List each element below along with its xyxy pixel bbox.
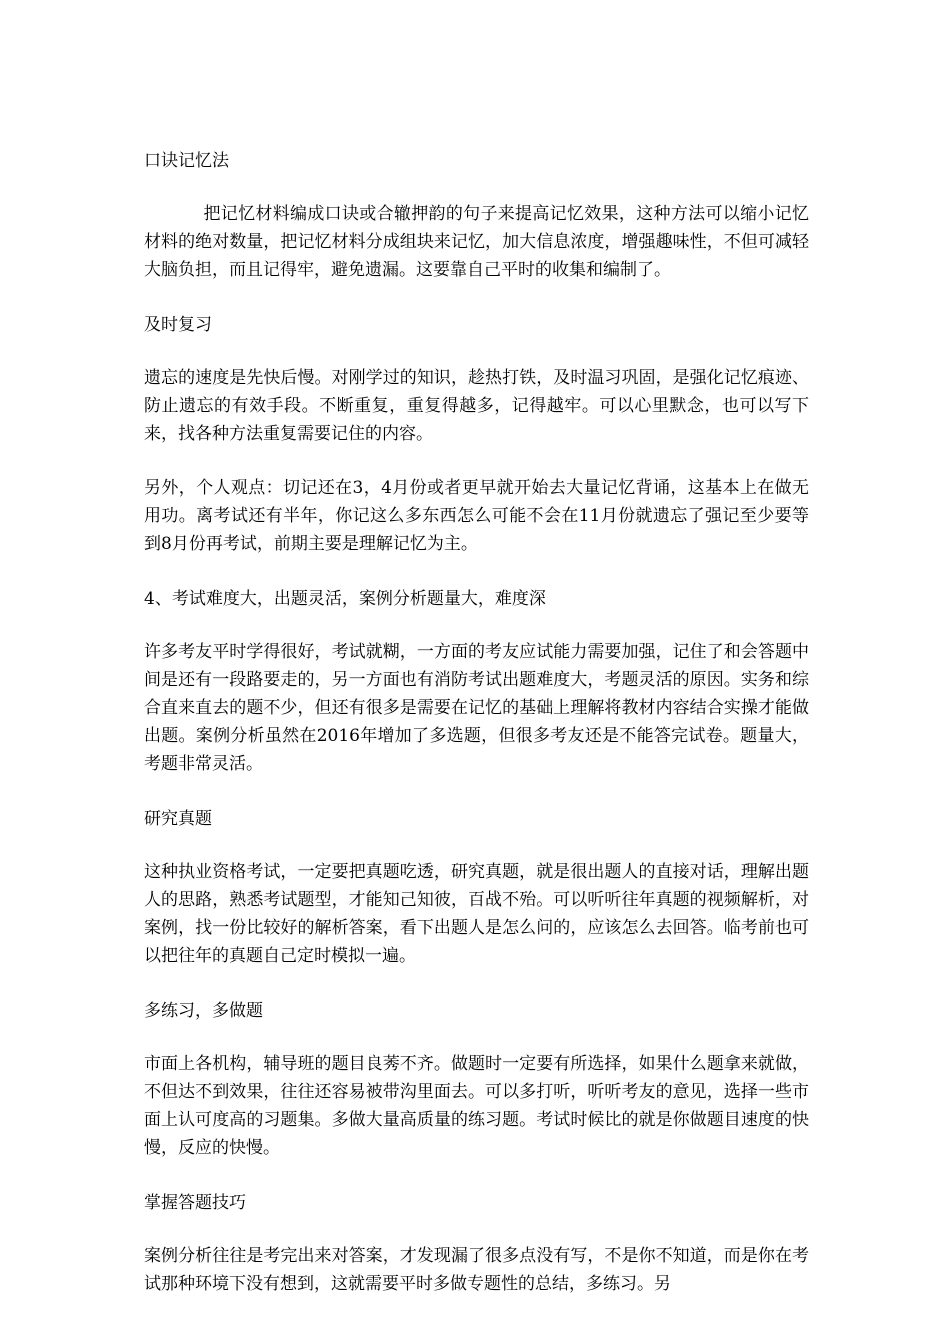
- section-heading-practice: 多练习，多做题: [144, 1001, 263, 1021]
- paragraph-past-exams: 这种执业资格考试，一定要把真题吃透，研究真题，就是很出题人的直接对话，理解出题人的思路，熟悉考试题型，才能知己知彼，百战不殆。可以听听往年真题的视频解析，对案例，找一份比较好的解析答案，看下出题人是怎么问的，应该怎么去回答。临考前也可以把往年的真题自己定时模拟一遍。: [144, 862, 809, 966]
- section-heading-review: 及时复习: [144, 315, 212, 335]
- document-body: [144, 146, 809, 1298]
- paragraph-techniques: 案例分析往往是考完出来对答案，才发现漏了很多点没有写，不是你不知道，而是你在考试那种环境下没有想到，这就需要平时多做专题性的总结，多练习。另: [144, 1246, 809, 1294]
- paragraph-review: 遗忘的速度是先快后慢。对刚学过的知识，趁热打铁，及时温习巩固，是强化记忆痕迹、防止遗忘的有效手段。不断重复，重复得越多，记得越牢。可以心里默念，也可以写下来，找各种方法重复需要记住的内容。: [144, 368, 809, 444]
- section-heading-techniques: 掌握答题技巧: [144, 1193, 246, 1213]
- section-heading-past-exams: 研究真题: [144, 809, 212, 829]
- section-heading-difficulty: 4、考试难度大，出题灵活，案例分析题量大，难度深: [144, 589, 546, 609]
- paragraph-difficulty: 许多考友平时学得很好，考试就糊，一方面的考友应试能力需要加强，记住了和会答题中间是还有一段路要走的，另一方面也有消防考试出题难度大，考题灵活的原因。实务和综合直来直去的题不少，但还有很多是需要在记忆的基础上理解将教材内容结合实操才能做出题。案例分析虽然在2016年增加了多选题，但很多考友还是不能答完试卷。题量大，考题非常灵活。: [144, 642, 809, 774]
- section-heading-mnemonic: 口诀记忆法: [144, 151, 229, 171]
- paragraph-mnemonic: 把记忆材料编成口诀或合辙押韵的句子来提高记忆效果，这种方法可以缩小记忆材料的绝对数量，把记忆材料分成组块来记忆，加大信息浓度，增强趣味性，不但可减轻大脑负担，而且记得牢，避免遗漏。这要靠自己平时的收集和编制了。: [144, 204, 809, 280]
- paragraph-personal-view: 另外，个人观点：切记还在3，4月份或者更早就开始去大量记忆背诵，这基本上在做无用功。离考试还有半年，你记这么多东西怎么可能不会在11月份就遗忘了强记至少要等到8月份再考试，前期主要是理解记忆为主。: [144, 478, 809, 554]
- paragraph-practice: 市面上各机构，辅导班的题目良莠不齐。做题时一定要有所选择，如果什么题拿来就做，不但达不到效果，往往还容易被带沟里面去。可以多打听，听听考友的意见，选择一些市面上认可度高的习题集。多做大量高质量的练习题。考试时候比的就是你做题目速度的快慢，反应的快慢。: [144, 1054, 809, 1158]
